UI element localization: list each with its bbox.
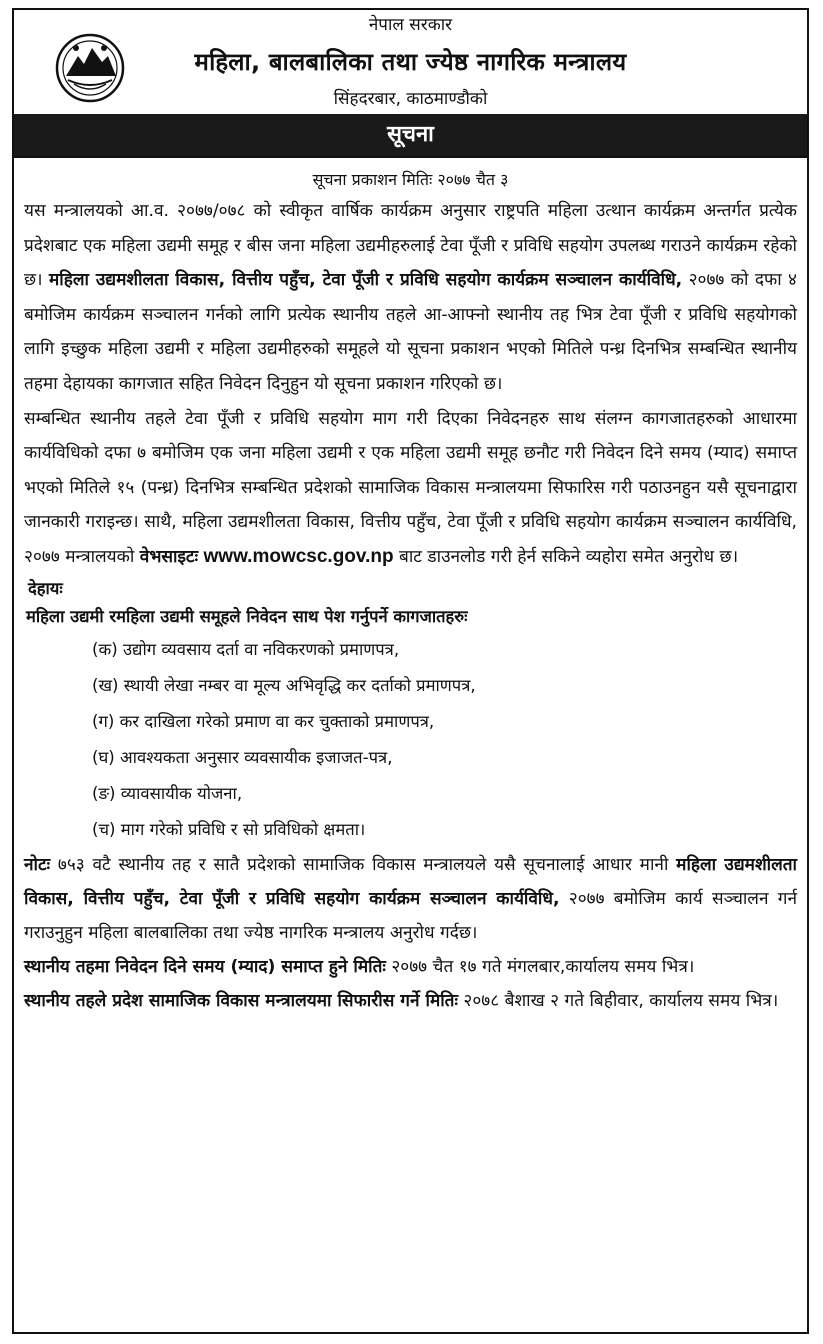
list-item: (ख) स्थायी लेखा नम्बर वा मूल्य अभिवृद्धि कर दर्ताको प्रमाणपत्र,: [92, 675, 476, 695]
website-link[interactable]: www.mowcsc.gov.np: [203, 545, 394, 567]
list-item: (ङ) व्यावसायीक योजना,: [92, 783, 243, 803]
list-item: (च) माग गरेको प्रविधि र सो प्रविधिको क्षमता।: [92, 819, 366, 839]
deadline-application-label: स्थानीय तहमा निवेदन दिने समय (म्याद) समाप्त हुने मितिः: [24, 956, 386, 977]
paragraph-intro: [24, 194, 797, 402]
notice-frame: [12, 8, 809, 1334]
paragraph-deadline-application: [24, 950, 797, 984]
documents-heading: महिला उद्यमी रमहिला उद्यमी समूहले निवेदन साथ पेश गर्नुपर्ने कागजातहरुः: [26, 606, 468, 626]
publish-date: सूचना प्रकाशन मितिः २०७७ चैत ३: [312, 170, 509, 189]
list-item: (क) उद्योग व्यवसाय दर्ता वा नविकरणको प्रमाणपत्र,: [92, 639, 400, 659]
government-name: नेपाल सरकार: [368, 15, 453, 35]
deadline-recommendation-date: २०७८ बैशाख २ गते बिहीवार, कार्यालय समय भित्र।: [457, 990, 779, 1011]
documents-list: [24, 632, 797, 848]
deadline-recommendation-label: स्थानीय तहले प्रदेश सामाजिक विकास मन्त्रालयमा सिफारीस गर्ने मितिः: [24, 990, 458, 1011]
note-text: ७५३ वटै स्थानीय तह र सातै प्रदेशको सामाजिक विकास मन्त्रालयले यसै सूचनालाई आधार मानी: [50, 854, 677, 875]
procedure-name: महिला उद्यमशीलता विकास, वित्तीय पहुँच, टेवा पूँजी र प्रविधि सहयोग कार्यक्रम सञ्चालन कार्यविधि,: [48, 270, 683, 291]
intro-text: यस मन्त्रालयको आ.व. २०७७/०७८ को स्वीकृत वार्षिक कार्यक्रम अनुसार राष्ट्रपति महिला उत्थान कार्यक्रम अन्तर्गत प्रत्येक प्रदेशबाट एक महिला उद्यमी समूह र बीस जना महिला उद्यमीहरुलाई टेवा पूँजी र प्रविधि सहयोग उपलब्ध गराउने कार्यक्रम रहेको छ।: [24, 201, 797, 291]
local-level-text-continued: बाट डाउनलोड गरी हेर्न सकिने व्यहोरा समेत अनुरोध छ।: [393, 546, 739, 567]
list-item: (ग) कर दाखिला गरेको प्रमाण वा कर चुक्ताको प्रमाणपत्र,: [92, 711, 435, 731]
website-label: वेभसाइटः: [139, 546, 199, 567]
paragraph-local-level: [24, 402, 797, 575]
notice-body: [14, 156, 807, 1018]
intro-text-continued: २०७७ को दफा ४ बमोजिम कार्यक्रम सञ्चालन गर्नको लागि प्रत्येक स्थानीय तहले आ-आफ्नो स्थानीय तह भित्र टेवा पूँजी र प्रविधि सहयोगको लागि इच्छुक महिला उद्यमी र महिला उद्यमीहरुको समूहले यो सूचना प्रकाशन भएको मितिले पन्ध्र दिनभित्र सम्बन्धित स्थानीय तहमा देहायका कागजात सहित निवेदन दिनुहुन यो सूचना प्रकाशन गरिएको छ।: [24, 270, 797, 394]
paragraph-deadline-recommendation: [24, 984, 797, 1018]
local-level-text: सम्बन्धित स्थानीय तहले टेवा पूँजी र प्रविधि सहयोग माग गरी दिएका निवेदनहरु साथ संलग्न कागजातहरुको आधारमा कार्यविधिको दफा ७ बमोजिम एक जना महिला उद्यमी र एक महिला उद्यमी समूह छनौट गरी निवेदन दिने समय (म्याद) समाप्त भएको मितिले १५ (पन्ध्र) दिनभित्र सम्बन्धित प्रदेशको सामाजिक विकास मन्त्रालयमा सिफारिस गरी पठाउनहुन यसै सूचनाद्वारा जानकारी गराइन्छ। साथै, महिला उद्यमशीलता विकास, वित्तीय पहुँच, टेवा पूँजी र प्रविधि सहयोग कार्यक्रम सञ्चालन कार्यविधि, २०७७ मन्त्रालयको: [24, 408, 797, 567]
note-procedure-name: महिला उद्यमशीलता विकास, वित्तीय पहुँच, टेवा पूँजी र प्रविधि सहयोग कार्यक्रम सञ्चालन कार्यविधि,: [24, 854, 797, 909]
notice-header: [14, 10, 807, 114]
note-label: नोटः: [24, 854, 51, 875]
paragraph-note: [24, 848, 797, 950]
list-item: (घ) आवश्यकता अनुसार व्यवसायीक इजाजत-पत्र,: [92, 747, 393, 767]
ministry-address: सिंहदरबार, काठमाण्डौको: [333, 89, 488, 109]
note-text-continued: २०७७ बमोजिम कार्य सञ्चालन गर्न गराउनुहुन महिला बालबालिका तथा ज्येष्ठ नागरिक मन्त्रालय अनुरोध गर्दछ।: [24, 888, 797, 943]
dehaya-heading: देहायः: [28, 578, 63, 598]
notice-title: सूचना: [14, 114, 807, 156]
deadline-application-date: २०७७ चैत १७ गते मंगलबार,कार्यालय समय भित्र।: [385, 956, 695, 977]
ministry-name: महिला, बालबालिका तथा ज्येष्ठ नागरिक मन्त्रालय: [194, 48, 627, 76]
